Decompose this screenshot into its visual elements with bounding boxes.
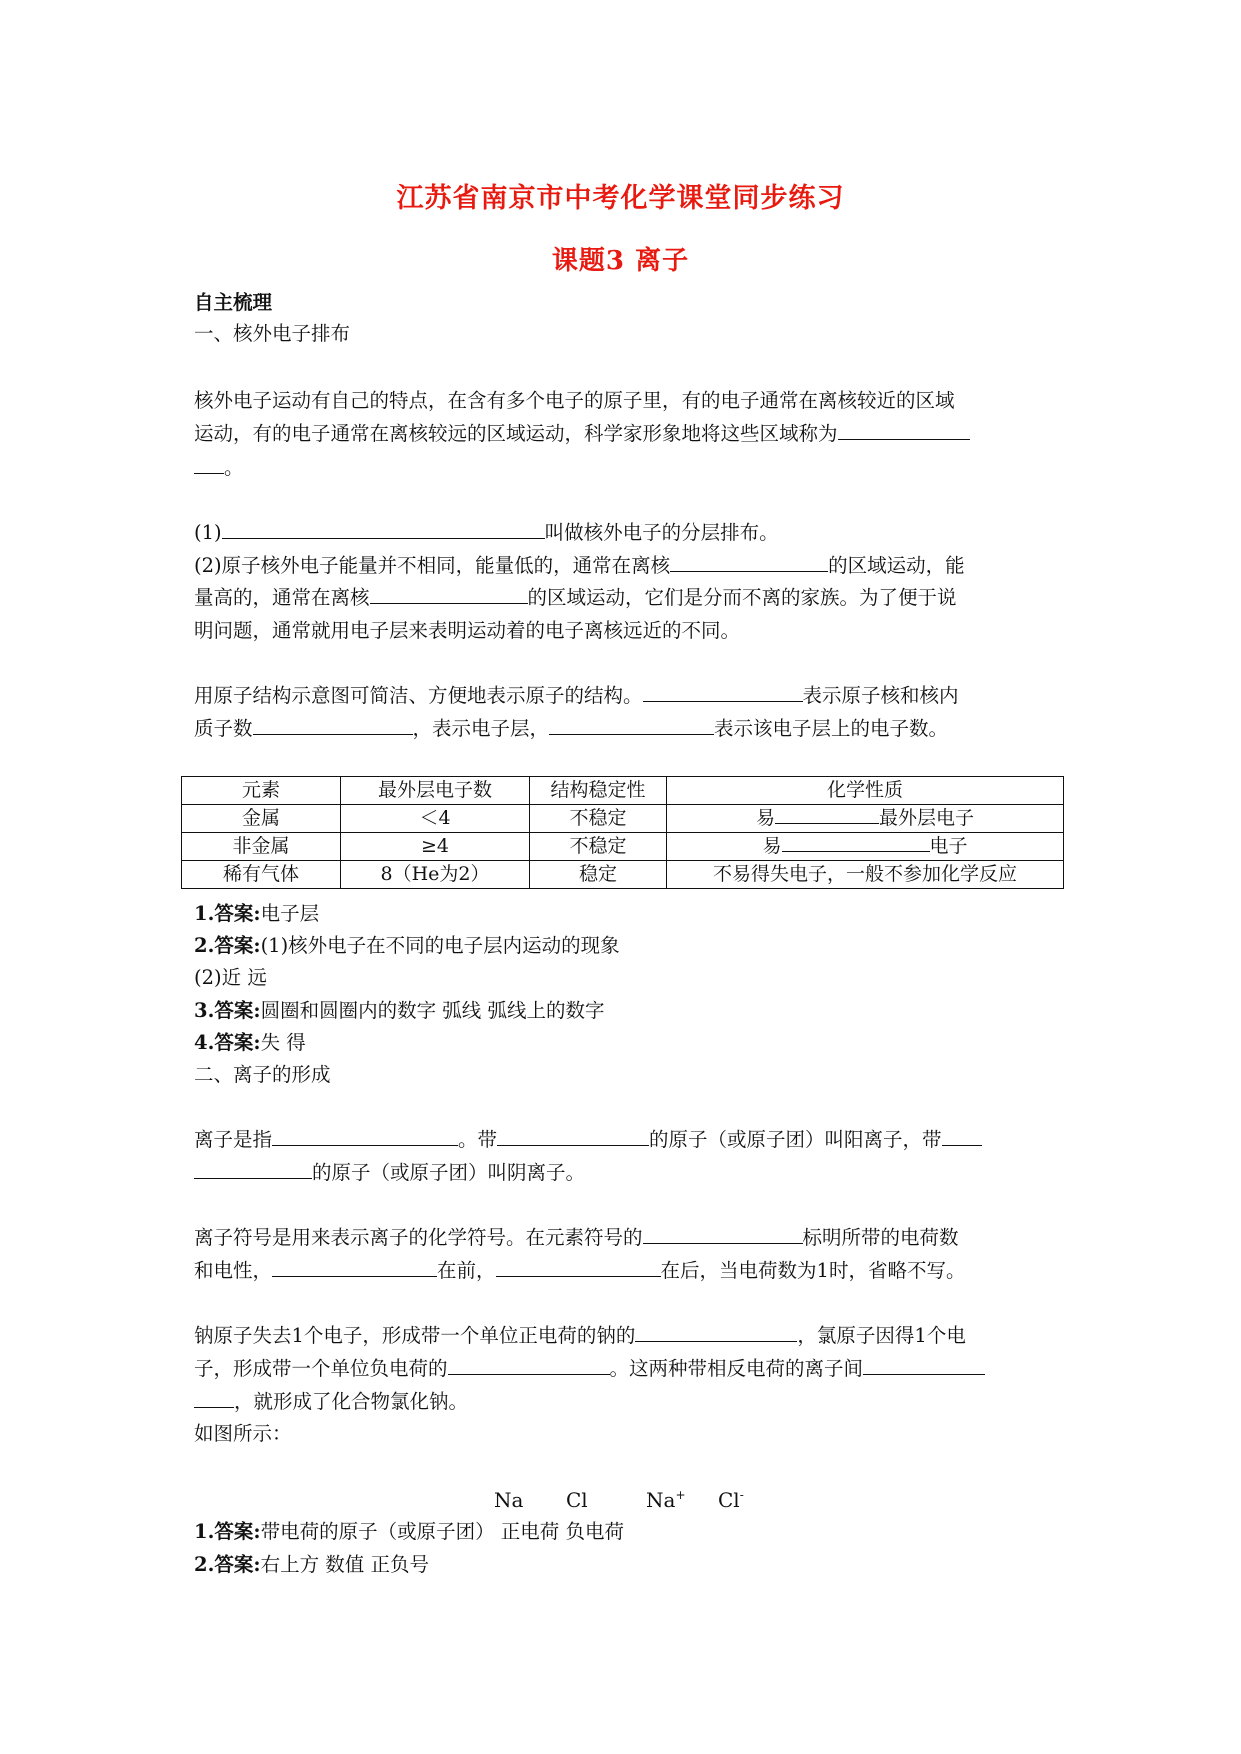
header-cell: 最外层电子数 bbox=[341, 777, 530, 805]
sodium-chloride-line bbox=[194, 1386, 1054, 1418]
answer-text: 电子层 bbox=[260, 902, 320, 925]
part2-heading: 二、离子的形成 bbox=[194, 1063, 331, 1086]
table-cell: 不易得失电子，一般不参加化学反应 bbox=[667, 861, 1064, 889]
answer-line bbox=[194, 995, 1054, 1027]
structure-diagram-line bbox=[194, 680, 1054, 712]
table-cell: 非金属 bbox=[182, 833, 341, 861]
fill-blank[interactable] bbox=[635, 1321, 797, 1342]
part1-paragraph-line bbox=[194, 418, 1054, 450]
text-run: 最外层电子 bbox=[879, 807, 975, 829]
table-cell: ≥4 bbox=[341, 833, 530, 861]
fill-blank[interactable] bbox=[942, 1125, 982, 1146]
table-cell: 8（He为2） bbox=[341, 861, 530, 889]
text-run: Na bbox=[646, 1488, 676, 1512]
answer-text: 带电荷的原子（或原子团） 正电荷 负电荷 bbox=[260, 1520, 624, 1543]
text-run: 易 bbox=[755, 807, 775, 829]
table-cell: 稳定 bbox=[530, 861, 667, 889]
header-cell: 结构稳定性 bbox=[530, 777, 667, 805]
text-run: 用原子结构示意图可简洁、方便地表示原子的结构。 bbox=[194, 684, 643, 707]
text-run: ，表示电子层， bbox=[412, 717, 550, 740]
text-run: 质子数 bbox=[194, 717, 253, 740]
table-cell: 不稳定 bbox=[530, 833, 667, 861]
answer-line bbox=[194, 1516, 1054, 1548]
answer-text: 失 得 bbox=[260, 1031, 306, 1054]
answer-label: 2.答案: bbox=[194, 1553, 261, 1576]
text-run: 和电性， bbox=[194, 1259, 273, 1282]
text-run: 钠原子失去1个电子，形成带一个单位正电荷的钠的 bbox=[194, 1324, 636, 1347]
table-row bbox=[182, 861, 1064, 889]
text-run: 在前， bbox=[437, 1259, 496, 1282]
answer-line bbox=[194, 898, 1054, 930]
text-run: 易 bbox=[762, 835, 782, 857]
page-title: 江苏省南京市中考化学课堂同步练习 bbox=[396, 183, 845, 214]
fill-blank[interactable] bbox=[643, 1223, 803, 1244]
text-run: 叫做核外电子的分层排布。 bbox=[544, 521, 779, 544]
answer-line bbox=[194, 1549, 1054, 1581]
answer-line bbox=[194, 1027, 1054, 1059]
part1-heading: 一、核外电子排布 bbox=[194, 322, 351, 345]
question-2-line bbox=[194, 550, 1054, 582]
answer-text: (2)近 远 bbox=[194, 966, 267, 989]
text-run: 在后，当电荷数为1时，省略不写。 bbox=[660, 1259, 966, 1282]
section-heading: 自主梳理 bbox=[194, 291, 273, 314]
structure-diagram-line bbox=[194, 713, 1054, 745]
text-run: 电子 bbox=[929, 835, 968, 857]
ion-symbol-line bbox=[194, 1222, 1054, 1254]
fill-blank[interactable] bbox=[549, 714, 714, 735]
element-properties-table bbox=[181, 776, 1064, 889]
text-run: 的原子（或原子团）叫阳离子，带 bbox=[649, 1128, 942, 1151]
text-run: ，氯原子因得1个电 bbox=[797, 1324, 966, 1347]
fill-blank[interactable] bbox=[272, 1256, 437, 1277]
answer-text: 右上方 数值 正负号 bbox=[260, 1553, 429, 1576]
fill-blank[interactable] bbox=[194, 1158, 312, 1179]
table-cell: 不稳定 bbox=[530, 805, 667, 833]
sodium-ion-symbol bbox=[646, 1488, 686, 1512]
fill-blank[interactable] bbox=[194, 1387, 234, 1408]
text-run: Cl bbox=[718, 1488, 740, 1512]
text-run: ，就形成了化合物氯化钠。 bbox=[234, 1390, 469, 1413]
text-run: 。这两种带相反电荷的离子间 bbox=[609, 1357, 864, 1380]
fill-blank[interactable] bbox=[838, 419, 970, 440]
fill-blank[interactable] bbox=[222, 518, 545, 539]
table-cell: 稀有气体 bbox=[182, 861, 341, 889]
fill-blank[interactable] bbox=[782, 833, 930, 852]
text-run: (2)原子核外电子能量并不相同，能量低的，通常在离核 bbox=[194, 554, 671, 577]
text-run: 子，形成带一个单位负电荷的 bbox=[194, 1357, 448, 1380]
answer-line bbox=[194, 930, 1054, 962]
part1-paragraph-line: 核外电子运动有自己的特点，在含有多个电子的原子里，有的电子通常在离核较近的区域 bbox=[194, 389, 955, 412]
text-run: (1) bbox=[194, 521, 222, 544]
answer-line bbox=[194, 962, 1054, 994]
sodium-atom-symbol: Na bbox=[494, 1488, 524, 1512]
table-cell: 金属 bbox=[182, 805, 341, 833]
fill-blank[interactable] bbox=[670, 551, 828, 572]
fill-blank[interactable] bbox=[496, 1256, 661, 1277]
text-run: 量高的，通常在离核 bbox=[194, 586, 370, 609]
fill-blank[interactable] bbox=[775, 805, 879, 824]
answer-label: 2.答案: bbox=[194, 934, 261, 957]
text-run: 离子符号是用来表示离子的化学符号。在元素符号的 bbox=[194, 1226, 643, 1249]
sodium-chloride-line bbox=[194, 1320, 1054, 1352]
table-header-row bbox=[182, 777, 1064, 805]
table-row bbox=[182, 805, 1064, 833]
text-run: 离子是指 bbox=[194, 1128, 273, 1151]
charge-superscript: - bbox=[739, 1488, 744, 1502]
answer-text: 圆圈和圆圈内的数字 弧线 弧线上的数字 bbox=[260, 999, 605, 1022]
question-2-line: 明问题，通常就用电子层来表明运动着的电子离核远近的不同。 bbox=[194, 619, 741, 642]
table-cell: ＜4 bbox=[341, 805, 530, 833]
answer-label: 1.答案: bbox=[194, 902, 261, 925]
fill-blank[interactable] bbox=[253, 714, 413, 735]
header-cell: 元素 bbox=[182, 777, 341, 805]
ion-symbol-line bbox=[194, 1255, 1054, 1287]
answer-text: (1)核外电子在不同的电子层内运动的现象 bbox=[260, 934, 620, 957]
answer-label: 1.答案: bbox=[194, 1520, 261, 1543]
chloride-ion-symbol bbox=[718, 1488, 744, 1512]
lesson-subtitle: 课题3 离子 bbox=[551, 246, 690, 276]
chlorine-atom-symbol: Cl bbox=[566, 1488, 588, 1512]
header-cell: 化学性质 bbox=[667, 777, 1064, 805]
text-run: 。 bbox=[224, 456, 244, 479]
fill-blank[interactable] bbox=[448, 1354, 610, 1375]
answer-label: 4.答案: bbox=[194, 1031, 261, 1054]
fill-blank[interactable] bbox=[370, 583, 528, 604]
question-2-line bbox=[194, 582, 1054, 614]
text-run: 的区域运动，能 bbox=[828, 554, 965, 577]
part1-paragraph-line bbox=[194, 452, 1054, 484]
table-cell bbox=[667, 805, 1064, 833]
fill-blank[interactable] bbox=[194, 453, 224, 474]
text-run: 表示该电子层上的电子数。 bbox=[714, 717, 949, 740]
text-run: 表示原子核和核内 bbox=[802, 684, 959, 707]
answer-label: 3.答案: bbox=[194, 999, 261, 1022]
text-run: 。带 bbox=[458, 1128, 498, 1151]
text-run: 标明所带的电荷数 bbox=[802, 1226, 959, 1249]
ion-definition-line bbox=[194, 1157, 1054, 1189]
fill-blank[interactable] bbox=[643, 681, 803, 702]
text-run: 运动，有的电子通常在离核较远的区域运动，科学家形象地将这些区域称为 bbox=[194, 422, 838, 445]
fill-blank[interactable] bbox=[497, 1125, 649, 1146]
figure-caption: 如图所示： bbox=[194, 1422, 292, 1445]
ion-definition-line bbox=[194, 1124, 1054, 1156]
fill-blank[interactable] bbox=[272, 1125, 458, 1146]
question-1-line bbox=[194, 517, 1054, 549]
fill-blank[interactable] bbox=[863, 1354, 985, 1375]
text-run: 的区域运动，它们是分而不离的家族。为了便于说 bbox=[527, 586, 957, 609]
sodium-chloride-line bbox=[194, 1353, 1054, 1385]
text-run: 的原子（或原子团）叫阴离子。 bbox=[312, 1161, 586, 1184]
table-cell bbox=[667, 833, 1064, 861]
table-row bbox=[182, 833, 1064, 861]
charge-superscript: + bbox=[675, 1488, 686, 1502]
